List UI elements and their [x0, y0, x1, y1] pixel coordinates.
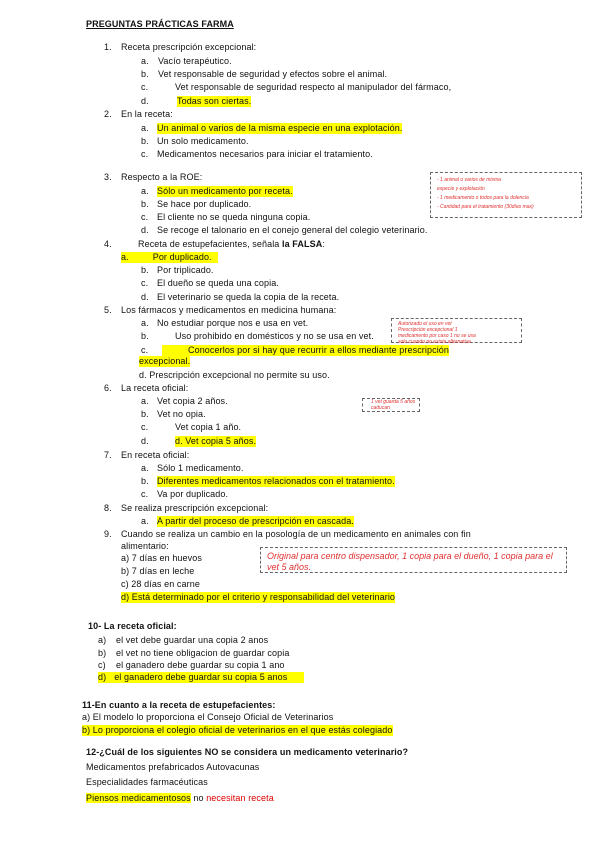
q3-number: 3. [104, 172, 112, 182]
q9-c-text: c) 28 días en carne [121, 579, 200, 589]
q3-b-label: b. [141, 199, 149, 209]
q11-a-text: a) El modelo lo proporciona el Consejo Oficial de Veterinarios [82, 712, 334, 722]
q10-title: 10- La receta oficial: [88, 621, 177, 631]
q9-question-continued: alimentario: [121, 541, 169, 551]
q5-d-text: d. Prescripción excepcional no permite su uso. [139, 370, 330, 380]
q10-b-text: el vet no tiene obligacion de guardar copia [116, 648, 290, 658]
q4-number: 4. [104, 239, 112, 249]
q9-question: Cuando se realiza un cambio en la posología de un medicamento en animales con fin [121, 529, 471, 539]
annotation-box-humana [391, 318, 522, 343]
q12-title: 12-¿Cuál de los siguientes NO se considera un medicamento veterinario? [86, 747, 409, 757]
q5-question: Los fármacos y medicamentos en medicina humana: [121, 305, 337, 315]
q1-c-label: c. [141, 82, 149, 92]
q9-d-text: d) Está determinado por el criterio y responsabilidad del veterinario [121, 592, 396, 602]
q5-c-text-continued: excepcional. [139, 356, 191, 366]
q3-c-text: El cliente no se queda ninguna copia. [157, 212, 311, 222]
q7-question: En receta oficial: [121, 450, 190, 460]
q2-c-label: c. [141, 149, 149, 159]
q1-number: 1. [104, 42, 112, 52]
annotation-line: - Cantidad para el tratamiento (30días max) [437, 204, 534, 210]
q2-a-text: Un animal o varios de la misma especie en una explotación. [157, 123, 403, 133]
q5-number: 5. [104, 305, 112, 315]
q3-b-text: Se hace por duplicado. [157, 199, 252, 209]
q5-c-label: c. [141, 345, 149, 355]
annotation-line: medicamento por caso 1 no se usa [398, 333, 476, 339]
q4-d-text: El veterinario se queda la copia de la receta. [157, 292, 340, 302]
q6-c-text: Vet copia 1 año. [175, 422, 242, 432]
q4-c-text: El dueño se queda una copia. [157, 278, 279, 288]
q7-b-text: Diferentes medicamentos relacionados con el tratamiento. [157, 476, 395, 486]
q2-b-text: Un solo medicamento. [157, 136, 249, 146]
q1-c-text: Vet responsable de seguridad respecto al manipulador del fármaco, [175, 82, 452, 92]
q4-c-label: c. [141, 278, 149, 288]
q3-a-label: a. [141, 186, 149, 196]
q5-b-text: Uso prohibido en domésticos y no se usa en vet. [175, 331, 374, 341]
annotation-line: Prescripción excepcional 1 [398, 327, 458, 333]
q2-c-text: Medicamentos necesarios para iniciar el tratamiento. [157, 149, 373, 159]
q10-d-text: el ganadero debe guardar su copia 5 anos [114, 672, 288, 682]
annotation-line: caducan [371, 405, 390, 411]
q1-d-label: d. [141, 96, 149, 106]
q12-answer-note: necesitan receta [206, 793, 274, 803]
q6-d-text: d. Vet copia 5 años. [175, 436, 257, 446]
annotation-line: Autorizado el uso en vet [398, 321, 452, 327]
q11-b-text: b) Lo proporciona el colegio oficial de veterinarios en el que estás colegiado [82, 725, 393, 735]
q8-a-label: a. [141, 516, 149, 526]
annotation-line: 1 vet guarda 5 años [371, 399, 416, 405]
annotation-box-roe [430, 172, 582, 218]
q6-a-text: Vet copia 2 años. [157, 396, 228, 406]
annotation-line: - 1 medicamento o todos para la dolencia [437, 195, 529, 201]
q1-a-text: Vacío terapéutico. [158, 56, 232, 66]
annotation-text: Original para centro dispensador, 1 copia para el dueño, 1 copia para el vet 5 años. [267, 551, 553, 572]
q11-title: 11-En cuanto a la receta de estupefacientes: [82, 700, 276, 710]
q8-question: Se realiza prescripción excepcional: [121, 503, 269, 513]
q7-c-text: Va por duplicado. [157, 489, 229, 499]
q4-b-text: Por triplicado. [157, 265, 214, 275]
q1-question: Receta prescripción excepcional: [121, 42, 257, 52]
q7-a-text: Sólo 1 medicamento. [157, 463, 244, 473]
q7-b-label: b. [141, 476, 149, 486]
q2-question: En la receta: [121, 109, 173, 119]
q6-d-label: d. [141, 436, 149, 446]
q6-c-label: c. [141, 422, 149, 432]
q9-b-text: b) 7 días en leche [121, 566, 195, 576]
q2-b-label: b. [141, 136, 149, 146]
annotation-line: solo cuando no exista alternativa [398, 339, 471, 345]
annotation-line: - 1 animal o varios de misma [437, 177, 501, 183]
q6-question: La receta oficial: [121, 383, 189, 393]
q5-a-text: No estudiar porque nos e usa en vet. [157, 318, 309, 328]
q12-option: Medicamentos prefabricados Autovacunas [86, 762, 260, 772]
q5-b-label: b. [141, 331, 149, 341]
q10-b-label: b) [98, 648, 107, 658]
q2-a-label: a. [141, 123, 149, 133]
q10-a-label: a) [98, 635, 107, 645]
q7-number: 7. [104, 450, 112, 460]
q10-d-row [98, 672, 304, 683]
q4-d-label: d. [141, 292, 149, 302]
q9-a-text: a) 7 días en huevos [121, 553, 202, 563]
q1-b-text: Vet responsable de seguridad y efectos sobre el animal. [158, 69, 388, 79]
q3-d-text: Se recoge el talonario en el conejo general del colegio veterinario. [157, 225, 428, 235]
q2-number: 2. [104, 109, 112, 119]
q9-number: 9. [104, 529, 112, 539]
q8-number: 8. [104, 503, 112, 513]
q4-b-label: b. [141, 265, 149, 275]
q4-a-text: Por duplicado. [152, 252, 212, 262]
q3-d-label: d. [141, 225, 149, 235]
q7-a-label: a. [141, 463, 149, 473]
q6-b-label: b. [141, 409, 149, 419]
q1-b-label: b. [141, 69, 149, 79]
q5-a-label: a. [141, 318, 149, 328]
q5-c-text: Conocerlos por si hay que recurrir a ellos mediante prescripción [162, 345, 449, 356]
q6-number: 6. [104, 383, 112, 393]
q3-c-label: c. [141, 212, 149, 222]
annotation-line: especie y explotación [437, 186, 485, 192]
q4-question: Receta de estupefacientes, señala la FALSA: [138, 239, 325, 249]
q10-c-label: c) [98, 660, 106, 670]
q3-a-text: Sólo un medicamento por receta. [157, 186, 293, 196]
q12-option-answer: Piensos medicamentosos no necesitan receta [86, 793, 274, 803]
q10-d-label: d) [98, 672, 107, 682]
q12-option-highlighted: Piensos medicamentosos [86, 793, 191, 803]
q1-d-text: Todas son ciertas. [177, 96, 252, 106]
q7-c-label: c. [141, 489, 149, 499]
page-title: PREGUNTAS PRÁCTICAS FARMA [86, 19, 234, 29]
q12-option: Especialidades farmacéuticas [86, 777, 208, 787]
annotation-box-receta-oficial [260, 547, 567, 573]
q6-a-label: a. [141, 396, 149, 406]
q6-b-text: Vet no opia. [157, 409, 206, 419]
q4-a-label: a. [121, 252, 129, 262]
q10-a-text: el vet debe guardar una copia 2 anos [116, 635, 269, 645]
q10-c-text: el ganadero debe guardar su copia 1 ano [116, 660, 285, 670]
q1-a-label: a. [141, 56, 149, 66]
q8-a-text: A partir del proceso de prescripción en cascada. [157, 516, 354, 526]
q3-question: Respecto a la ROE: [121, 172, 203, 182]
q4-a-row [121, 252, 218, 263]
annotation-box-oficial [362, 398, 420, 412]
